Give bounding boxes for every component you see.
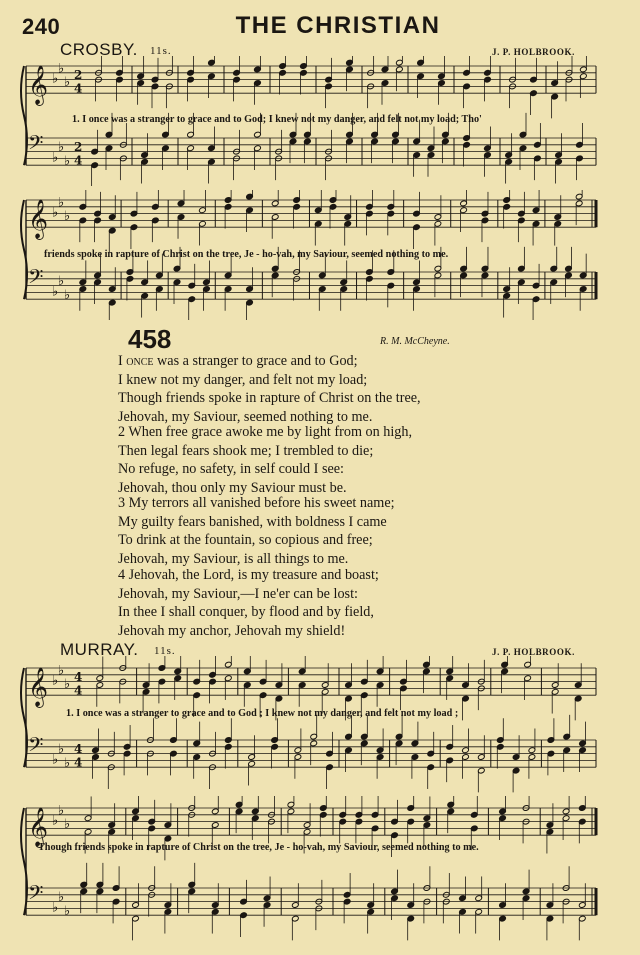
verse-first-word: I once [118, 353, 154, 369]
verse-line: To drink at the fountain, so copious and free; [118, 532, 373, 548]
composer-credit: J. P. HOLBROOK. [492, 47, 575, 57]
time-signature-top: 2 [74, 139, 83, 154]
verse-line: 4 Jehovah, the Lord, is my treasure and boast; [118, 567, 379, 583]
verse-line: Jehovah, my Saviour, is all things to me. [118, 550, 349, 567]
verse-2 [118, 423, 412, 497]
verse-line: 3 My terrors all vanished before his sweet name; [118, 495, 395, 511]
treble-clef-icon: 𝄞 [28, 199, 49, 240]
flat-icon: ♭ [64, 817, 71, 832]
tune-name-crosby: CROSBY. [60, 40, 138, 59]
music-system-murray-1 [0, 656, 640, 796]
time-signature-bottom: 4 [74, 81, 83, 96]
bass-staff [26, 265, 596, 303]
lyric-line: friends spoke in rapture of Christ on the tree, Je - ho-vah, my Saviour, seemed nothing to me. [44, 249, 449, 260]
time-signature-bottom: 4 [74, 683, 83, 698]
treble-notes [79, 190, 583, 252]
lyric-line: Though friends spoke in rapture of Christ on the tree, Je - ho-vah, my Saviour, seemed nothing to me. [38, 842, 479, 853]
treble-staff [26, 61, 596, 106]
flat-icon: ♭ [58, 742, 65, 758]
verse-line: My guilty fears banished, with boldness I came [118, 513, 387, 530]
composer-credit: J. P. HOLBROOK. [492, 647, 575, 657]
verse-line: Though friends spoke in rapture of Christ on the tree, [118, 390, 421, 406]
time-signature-top: 2 [74, 67, 83, 82]
verse-line: 2 When free grace awoke me by light from on high, [118, 424, 413, 440]
verse-line: was a stranger to grace and to God; [157, 353, 358, 369]
flat-icon: ♭ [52, 752, 59, 768]
treble-notes [95, 56, 587, 118]
tune-meter: 11s. [154, 645, 176, 657]
tune-meter: 11s. [150, 45, 172, 57]
time-signature-top: 4 [74, 741, 83, 756]
treble-clef-icon: 𝄞 [28, 807, 49, 848]
flat-icon: ♭ [64, 903, 71, 919]
music-system-murray-2 [0, 796, 640, 951]
flat-icon: ♭ [58, 803, 65, 819]
flat-icon: ♭ [52, 71, 59, 87]
flat-icon: ♭ [58, 61, 65, 77]
flat-icon: ♭ [64, 755, 71, 771]
flat-icon: ♭ [64, 209, 71, 224]
flat-icon: ♭ [52, 900, 59, 916]
flat-icon: ♭ [52, 813, 59, 829]
flat-icon: ♭ [58, 195, 65, 211]
verse-line: Jehovah, my Saviour,—I ne'er can be lost: [118, 585, 358, 602]
verse-line: Jehovah, my Saviour, seemed nothing to me. [118, 408, 373, 425]
treble-clef-icon: 𝄞 [28, 65, 49, 106]
bass-staff [26, 881, 596, 919]
lyric-line: 1. I once was a stranger to grace and to God ; I knew not my danger, and felt not my load ; [66, 708, 459, 719]
bass-clef-icon: 𝄢 [28, 130, 44, 159]
hymn-number: 458 [128, 324, 172, 354]
hymn-author: R. M. McCheyne. [380, 336, 450, 347]
tune-name-murray: MURRAY. [60, 640, 139, 659]
time-signature-bottom: 4 [74, 153, 83, 168]
verse-line: In thee I shall conquer, by flood and by field, [118, 604, 374, 620]
treble-staff [26, 663, 596, 708]
bass-clef-icon: 𝄢 [28, 264, 44, 293]
flat-icon: ♭ [58, 890, 65, 906]
treble-clef-icon: 𝄞 [28, 667, 49, 708]
verse-line: Jehovah my anchor, Jehovah my shield! [118, 622, 346, 639]
page-title: THE CHRISTIAN [235, 12, 441, 39]
flat-icon: ♭ [64, 153, 71, 169]
flat-icon: ♭ [64, 287, 71, 303]
bass-clef-icon: 𝄢 [28, 732, 44, 761]
flat-icon: ♭ [52, 673, 59, 689]
bass-clef-icon: 𝄢 [28, 880, 44, 909]
verse-line: No refuge, no safety, in self could I see: [118, 461, 345, 477]
flat-icon: ♭ [64, 75, 71, 90]
lyric-line: 1. I once was a stranger to grace and to God; I knew not my danger, and felt not my load; Tho' [72, 114, 482, 125]
verse-line: Then legal fears shook me; I trembled to die; [118, 442, 374, 459]
flat-icon: ♭ [58, 140, 65, 156]
time-signature-bottom: 4 [74, 755, 83, 770]
time-signature-top: 4 [74, 669, 83, 684]
flat-icon: ♭ [52, 205, 59, 221]
flat-icon: ♭ [52, 284, 59, 300]
flat-icon: ♭ [58, 274, 65, 290]
flat-icon: ♭ [64, 677, 71, 692]
page-number: 240 [22, 14, 61, 39]
verse-1 [118, 352, 421, 426]
flat-icon: ♭ [52, 150, 59, 166]
verse-4 [118, 566, 379, 640]
verse-line: Jehovah, thou only my Saviour must be. [118, 479, 347, 496]
verse-line: I knew not my danger, and felt not my load; [118, 371, 368, 388]
flat-icon: ♭ [58, 663, 65, 679]
verse-3 [118, 494, 395, 568]
